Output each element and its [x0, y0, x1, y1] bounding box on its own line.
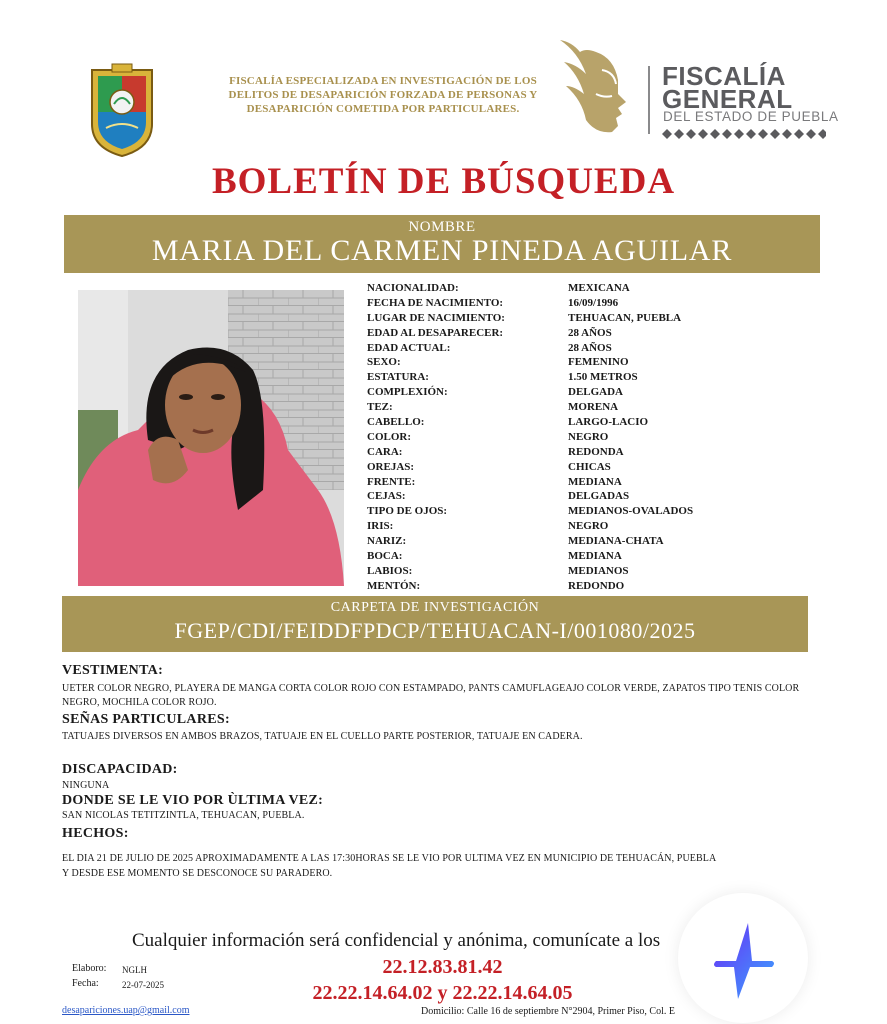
attribute-row	[367, 296, 787, 311]
address-text: Domicilio: Calle 16 de septiembre N°2904, Primer Piso, Col. E	[421, 1006, 675, 1017]
attribute-key: OREJAS:	[367, 460, 415, 473]
attribute-value: REDONDA	[568, 445, 624, 458]
attribute-row	[367, 489, 787, 504]
attribute-key: BOCA:	[367, 550, 403, 563]
attribute-key: LABIOS:	[367, 564, 413, 577]
attribute-key: TIPO DE OJOS:	[367, 505, 448, 518]
attribute-value: 1.50 METROS	[568, 371, 638, 384]
attribute-value: MEDIANA	[568, 475, 622, 488]
hechos-text-line1: EL DIA 21 DE JULIO DE 2025 APROXIMADAMENTE A LAS 17:30HORAS SE LE VIO POR ULTIMA VEZ EN MUNICIPIO DE TEHUACÁN, PUEBLA	[62, 853, 717, 864]
attribute-key: COLOR:	[367, 430, 411, 443]
phone-number-1[interactable]: 22.12.83.81.42	[382, 956, 503, 978]
logo-pattern-strip	[662, 126, 826, 136]
attribute-row	[367, 579, 787, 594]
hechos-heading: HECHOS:	[62, 826, 129, 841]
attribute-row	[367, 475, 787, 490]
attribute-value: 28 AÑOS	[568, 341, 612, 354]
attribute-value: CHICAS	[568, 460, 611, 473]
attribute-row	[367, 445, 787, 460]
person-name: MARIA DEL CARMEN PINEDA AGUILAR	[151, 234, 733, 267]
attribute-key: EDAD ACTUAL:	[367, 341, 451, 354]
attribute-row	[367, 430, 787, 445]
discapacidad-text: NINGUNA	[62, 780, 110, 791]
attribute-key: IRIS:	[367, 520, 394, 533]
ai-assistant-button[interactable]	[678, 893, 808, 1023]
puebla-state-seal-icon	[86, 62, 158, 158]
donde-heading: DONDE SE LE VIO POR ÙLTIMA VEZ:	[62, 793, 324, 808]
attribute-key: ESTATURA:	[367, 371, 429, 384]
donde-text: SAN NICOLAS TETITZINTLA, TEHUACAN, PUEBLA.	[62, 810, 305, 821]
attribute-value: NEGRO	[568, 520, 609, 533]
logo-general-text: GENERAL	[662, 84, 793, 114]
attribute-row	[367, 400, 787, 415]
attribute-key: CEJAS:	[367, 490, 406, 503]
fecha-label: Fecha:	[72, 978, 99, 989]
attribute-value: NEGRO	[568, 430, 609, 443]
attribute-row	[367, 564, 787, 579]
name-label: NOMBRE	[408, 219, 476, 235]
attribute-value: 16/09/1996	[568, 296, 619, 309]
logo-divider	[648, 66, 650, 134]
attribute-row	[367, 355, 787, 370]
attribute-row	[367, 326, 787, 341]
attribute-value: MORENA	[568, 401, 619, 414]
carpeta-number: FGEP/CDI/FEIDDFPDCP/TEHUACAN-I/001080/2025	[174, 618, 696, 643]
carpeta-banner	[62, 596, 808, 652]
spark-icon	[708, 921, 778, 1001]
attribute-key: MENTÓN:	[367, 579, 421, 592]
attribute-row	[367, 460, 787, 475]
name-banner	[64, 215, 820, 273]
attribute-value: MEDIANOS	[568, 564, 629, 577]
attribute-value: MEXICANA	[568, 282, 630, 294]
senas-text: TATUAJES DIVERSOS EN AMBOS BRAZOS, TATUAJE EN EL CUELLO PARTE POSTERIOR, TATUAJE EN CADERA.	[62, 731, 583, 742]
logo-estado-text: DEL ESTADO DE PUEBLA	[663, 109, 839, 124]
hechos-text-line2: Y DESDE ESE MOMENTO SE DESCONOCE SU PARADERO.	[62, 868, 333, 879]
attribute-row	[367, 311, 787, 326]
attribute-value: REDONDO	[568, 579, 625, 592]
attribute-key: EDAD AL DESAPARECER:	[367, 326, 504, 339]
logo-fiscalia-text: FISCALÍA	[662, 61, 786, 91]
elaboro-label: Elaboro:	[72, 963, 107, 974]
discapacidad-heading: DISCAPACIDAD:	[62, 762, 178, 777]
elaboro-value: NGLH	[122, 965, 147, 975]
attribute-value: MEDIANA	[568, 550, 622, 563]
attribute-list	[367, 281, 787, 594]
senas-heading: SEÑAS PARTICULARES:	[62, 712, 230, 727]
attribute-key: FRENTE:	[367, 475, 416, 488]
attribute-key: TEZ:	[367, 401, 393, 414]
attribute-key: NARIZ:	[367, 535, 407, 548]
attribute-row	[367, 549, 787, 564]
attribute-row	[367, 504, 787, 519]
attribute-value: 28 AÑOS	[568, 326, 612, 339]
attribute-value: MEDIANA-CHATA	[568, 535, 664, 548]
agency-header-text: FISCALÍA ESPECIALIZADA EN INVESTIGACIÓN DE LOS DELITOS DE DESAPARICIÓN FORZADA DE PERSONAS Y DESAPARICIÓN COMETIDA POR PARTICULARES.	[228, 75, 538, 115]
attribute-key: NACIONALIDAD:	[367, 282, 459, 294]
carpeta-label: CARPETA DE INVESTIGACIÓN	[330, 600, 540, 615]
vestimenta-heading: VESTIMENTA:	[62, 663, 164, 678]
contact-text: Cualquier información será confidencial y anónima, comunícate a los	[132, 930, 661, 951]
attribute-key: CARA:	[367, 445, 403, 458]
attribute-row	[367, 370, 787, 385]
attribute-value: DELGADAS	[568, 490, 630, 503]
attribute-row	[367, 385, 787, 400]
attribute-row	[367, 534, 787, 549]
attribute-row	[367, 415, 787, 430]
attribute-value: MEDIANOS-OVALADOS	[568, 505, 694, 518]
attribute-value: TEHUACAN, PUEBLA	[568, 311, 682, 324]
attribute-key: FECHA DE NACIMIENTO:	[367, 296, 504, 309]
attribute-row	[367, 281, 787, 296]
fecha-value: 22-07-2025	[122, 980, 164, 990]
attribute-key: SEXO:	[367, 356, 401, 369]
attribute-value: FEMENINO	[568, 356, 629, 369]
missing-person-photo	[78, 290, 344, 586]
phone-number-2[interactable]: 22.22.14.64.02 y 22.22.14.64.05	[312, 982, 573, 1004]
vestimenta-text: UETER COLOR NEGRO, PLAYERA DE MANGA CORTA COLOR ROJO CON ESTAMPADO, PANTS CAMUFLAGEAJO COLOR VERDE, ZAPATOS TIPO TENIS COLOR NEGRO, MOCHILA COLOR ROJO.	[62, 683, 800, 708]
page-title: BOLETÍN DE BÚSQUEDA	[211, 161, 676, 202]
attribute-row	[367, 519, 787, 534]
attribute-key: COMPLEXIÓN:	[367, 386, 448, 399]
attribute-value: DELGADA	[568, 386, 624, 399]
email-link[interactable]: desapariciones.uap@gmail.com	[62, 1005, 190, 1016]
attribute-value: LARGO-LACIO	[568, 416, 649, 429]
attribute-key: LUGAR DE NACIMIENTO:	[367, 311, 505, 324]
attribute-key: CABELLO:	[367, 416, 425, 429]
attribute-row	[367, 341, 787, 356]
